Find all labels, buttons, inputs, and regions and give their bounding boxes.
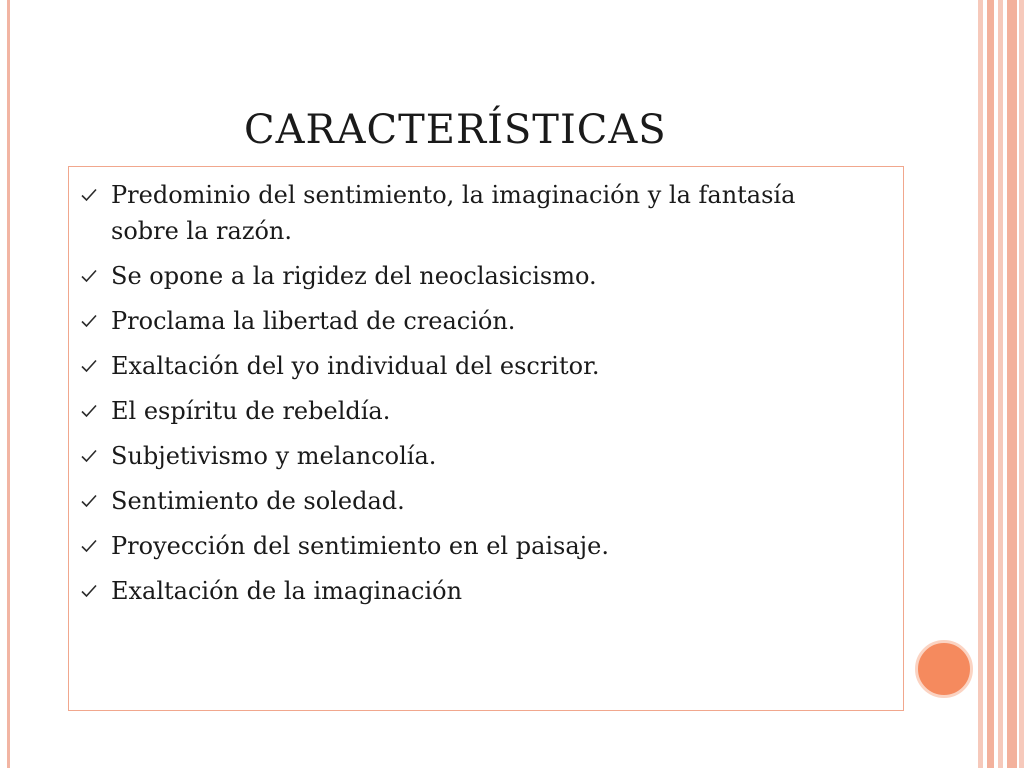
bullet-text: Proyección del sentimiento en el paisaje. xyxy=(111,532,609,560)
bullet-item xyxy=(79,177,869,249)
bullet-text: Subjetivismo y melancolía. xyxy=(111,442,437,470)
bullet-text: Predominio del sentimiento, la imaginación y la fantasía sobre la razón. xyxy=(111,181,796,245)
checkmark-icon xyxy=(79,258,101,294)
right-decorative-stripe xyxy=(987,0,994,768)
orange-circle-decoration xyxy=(915,640,973,698)
bullet-text: El espíritu de rebeldía. xyxy=(111,397,391,425)
bullet-text: Exaltación de la imaginación xyxy=(111,577,463,605)
bullet-item xyxy=(79,438,869,474)
checkmark-icon xyxy=(79,483,101,519)
left-decorative-stripe xyxy=(7,0,10,768)
right-decorative-stripe xyxy=(1019,0,1024,768)
right-decorative-stripe xyxy=(978,0,983,768)
bullet-item xyxy=(79,483,869,519)
checkmark-icon xyxy=(79,573,101,609)
checkmark-icon xyxy=(79,303,101,339)
slide-title: CARACTERÍSTICAS xyxy=(244,107,667,153)
bullet-item xyxy=(79,303,869,339)
checkmark-icon xyxy=(79,438,101,474)
bullet-item xyxy=(79,528,869,564)
checkmark-icon xyxy=(79,393,101,429)
bullet-item xyxy=(79,258,869,294)
bullet-text: Se opone a la rigidez del neoclasicismo. xyxy=(111,262,597,290)
bullet-item xyxy=(79,393,869,429)
bullet-text: Exaltación del yo individual del escritor. xyxy=(111,352,600,380)
checkmark-icon xyxy=(79,528,101,564)
content-box xyxy=(68,166,904,711)
checkmark-icon xyxy=(79,177,101,213)
right-decorative-stripe xyxy=(1007,0,1017,768)
bullet-text: Proclama la libertad de creación. xyxy=(111,307,516,335)
bullet-item xyxy=(79,348,869,384)
bullet-item xyxy=(79,573,869,609)
right-decorative-stripe xyxy=(998,0,1003,768)
bullet-list xyxy=(79,177,869,618)
bullet-text: Sentimiento de soledad. xyxy=(111,487,405,515)
checkmark-icon xyxy=(79,348,101,384)
